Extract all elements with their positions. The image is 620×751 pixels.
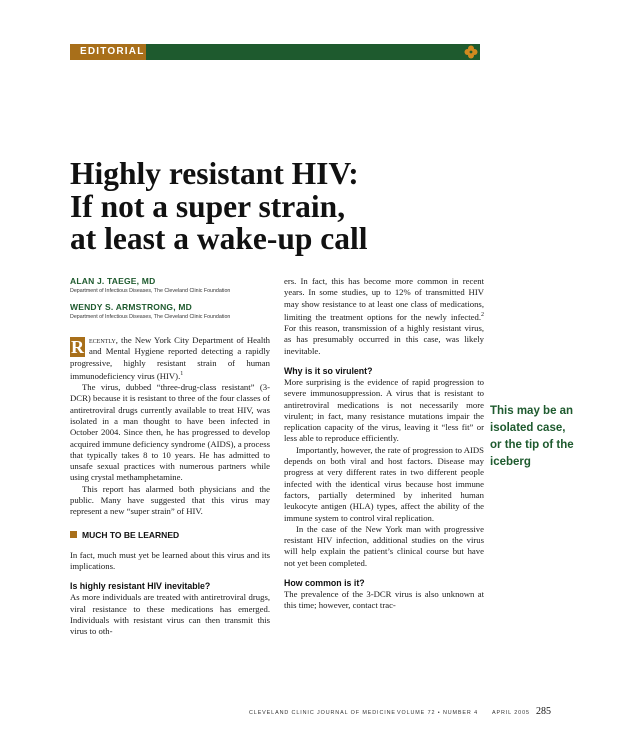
page-number: 285 [536,706,551,717]
title-line-1: Highly resistant HIV: [70,156,359,191]
banner-bar [146,44,480,60]
lead-word: ecently [89,335,116,345]
paragraph: As more individuals are treated with antiretroviral drugs, viral resistance to these medications has emerged. Individuals with resistant virus can then transmit this virus to oth- [70,592,270,637]
clover-logo-icon [463,44,479,60]
reference-marker: 2 [481,311,484,318]
subheading: How common is it? [284,578,365,589]
paragraph: This report has alarmed both physicians and the public. Many have suggested that this virus may represent a new “super strain” of HIV. [70,483,270,517]
drop-cap: R [71,337,84,357]
subheading: Is highly resistant HIV inevitable? [70,581,211,592]
paragraph: More surprising is the evidence of rapid progression to severe immunosuppression. A virus that is resistant to antiretroviral medications is not necessarily more virulent; in fact, many resistance mutations impair the replication capacity of the virus, leaving it “less fit” or less able to reproduce efficiently. [284,376,484,444]
section-label: EDITORIAL [70,44,146,60]
paragraph: The prevalence of the 3-DCR virus is also unknown at this time; however, contact trac- [284,589,484,611]
paragraph [284,276,484,357]
paragraph-text: For this reason, transmission of a highly resistant virus, as has presumably occurred in this case, was likely inevitable. [284,323,484,356]
article-title [70,158,490,256]
paragraph: The virus, dubbed “three-drug-class resistant” (3-DCR) because it is resistant to three of the four classes of antiretroviral drugs currently available to treat HIV, was isolated in a man thought to have been infected in October 2004. Since then, he has progressed to develop acquired immune deficiency syndrome (AIDS), a process that typically takes 8 to 10 years. He has admitted to unsafe sexual practices with numerous partners while using crystal methamphetamine. [70,382,270,483]
section-banner [70,44,480,60]
reference-marker: 1 [180,370,184,377]
author-name: ALAN J. TAEGE, MD [70,276,156,286]
journal-name: CLEVELAND CLINIC JOURNAL OF MEDICINE [249,710,396,716]
page-footer [249,706,549,720]
author-name: WENDY S. ARMSTRONG, MD [70,302,192,312]
paragraph [70,335,270,382]
pull-quote: This may be an isolated case, or the tip of the iceberg [490,405,574,468]
section-heading-text: MUCH TO BE LEARNED [82,529,180,540]
title-line-2: If not a super strain, [70,188,346,224]
paragraph: Importantly, however, the rate of progression to AIDS depends on both viral and host factors. Disease may progress at very different rates in two different people infected with the identical virus because host immune factors, partially determined by inherited human leukocyte antigen (HLA) types, affect the ability of the immune system to control viral replication. [284,444,484,523]
paragraph-text: ers. In fact, this has become more common in recent years. In some studies, up to 12% of transmitted HIV may show resistance to at least one class of medications, limiting the treatment options for the newly infected. [284,276,484,322]
volume-number: VOLUME 72 • NUMBER 4 [397,710,478,716]
issue-date: APRIL 2005 [492,710,530,716]
author-affiliation: Department of Infectious Diseases, The Cleveland Clinic Foundation [70,288,231,294]
title-line-3: at least a wake-up call [70,221,368,256]
author-affiliation: Department of Infectious Diseases, The Cleveland Clinic Foundation [70,314,231,320]
section-square-icon [70,531,77,538]
paragraph-text: , the New York City Department of Health and Mental Hygiene reported detecting a rapidly progressive, highly resistant strain of human immunodeficiency virus (HIV). [70,335,270,381]
left-column [70,276,270,637]
right-column [284,276,484,612]
paragraph: In fact, much must yet be learned about this virus and its implications. [70,549,270,571]
section-heading [70,530,270,540]
subheading: Why is it so virulent? [284,365,373,376]
paragraph: In the case of the New York man with progressive resistant HIV infection, additional studies on the virus will help explain the patient’s clinical course but have not yet been completed. [284,523,484,568]
